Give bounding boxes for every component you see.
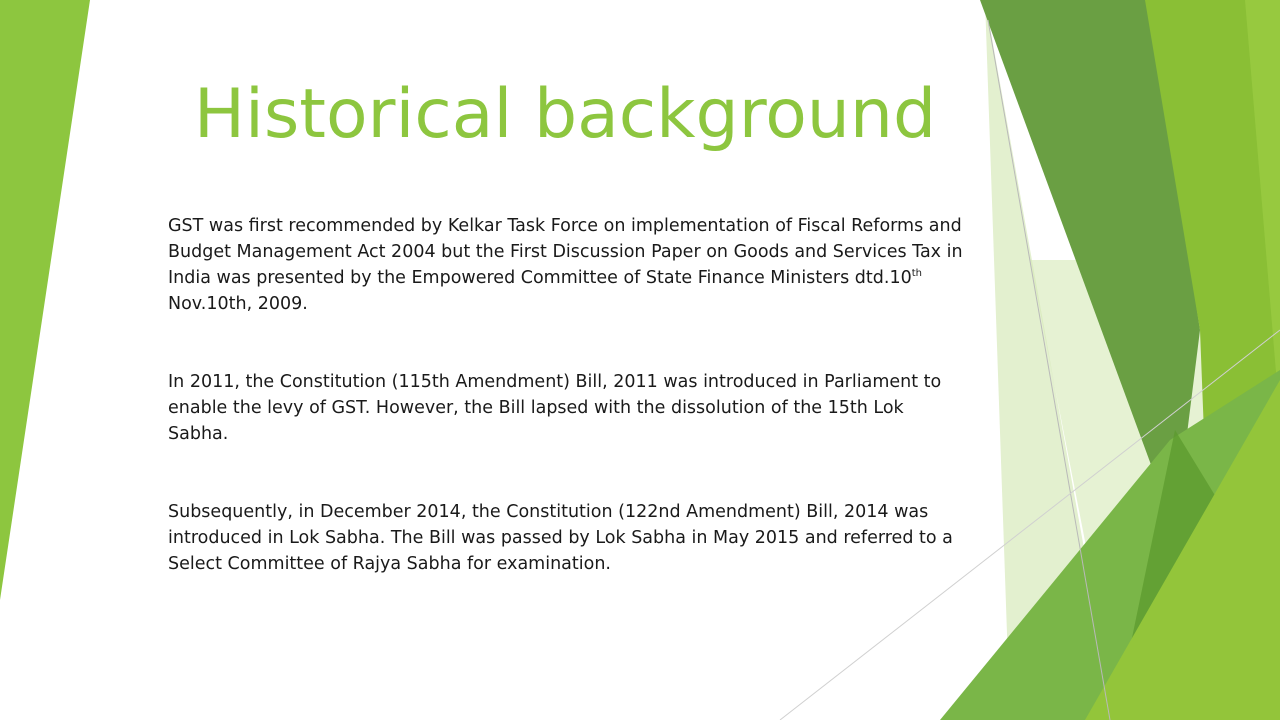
ordinal-superscript: th: [911, 268, 922, 279]
paragraph-122nd-amendment: Subsequently, in December 2014, the Constitution (122nd Amendment) Bill, 2014 was introduced in Lok Sabha. The Bill was passed by Lok Sabha in May 2015 and referred to a Select Committee of Rajya Sabha for examination.: [168, 502, 953, 574]
slide-body: [168, 213, 968, 577]
slide-title: Historical background: [193, 75, 937, 154]
paragraph-1-text: GST was first recommended by Kelkar Task Force on implementation of Fiscal Reforms and Budget Management Act 2004 but the First Discussion Paper on Goods and Services Tax in India was presented by the Empowered Committee of State Finance Ministers dtd.10: [168, 216, 963, 288]
paragraph-115th-amendment: In 2011, the Constitution (115th Amendment) Bill, 2011 was introduced in Parliament to enable the levy of GST. However, the Bill lapsed with the dissolution of the 15th Lok Sabha.: [168, 372, 942, 444]
paragraph-gst-recommendation: [168, 213, 968, 317]
paragraph-1-text-end: Nov.10th, 2009.: [168, 294, 308, 314]
left-green-strip: [0, 0, 90, 600]
